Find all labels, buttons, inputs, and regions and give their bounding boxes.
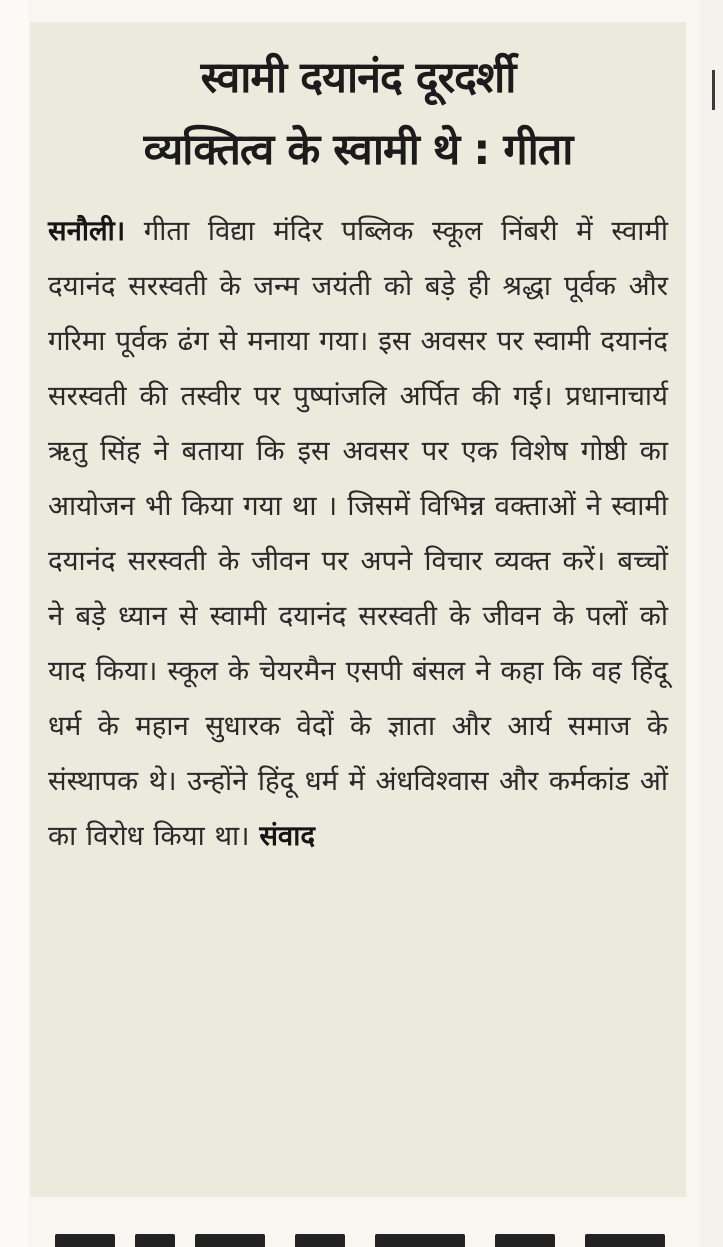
article-byline: संवाद [259, 820, 315, 852]
right-page-edge [700, 0, 723, 1247]
next-article-cropped-text [55, 1222, 685, 1247]
article-headline [48, 42, 668, 186]
left-page-margin [0, 0, 28, 1247]
news-article [30, 22, 686, 1197]
cropped-glyph [495, 1234, 555, 1247]
article-dateline: सनौली। [48, 215, 126, 247]
cropped-glyph [295, 1234, 345, 1247]
cropped-glyph [135, 1234, 175, 1247]
cropped-glyph [195, 1234, 265, 1247]
adjacent-column-text-fragment [712, 70, 715, 110]
cropped-glyph [375, 1234, 465, 1247]
headline-line-1: स्वामी दयानंद दूरदर्शी [200, 53, 516, 103]
article-body-text: गीता विद्या मंदिर पब्लिक स्कूल निंबरी में स्वामी दयानंद सरस्वती के जन्म जयंती को बड़े ही श्रद्धा पूर्वक और गरिमा पूर्वक ढंग से मनाया गया। इस अवसर पर स्वामी दयानंद सरस्वती की तस्वीर पर पुष्पांजलि अर्पित की गई। प्रधानाचार्य ऋतु सिंह ने बताया कि इस अवसर पर एक विशेष गोष्ठी का आयोजन भी किया गया था । जिसमें विभिन्न वक्ताओं ने स्वामी दयानंद सरस्वती के जीवन पर अपने विचार व्यक्त करें। बच्चों ने बड़े ध्यान से स्वामी दयानंद सरस्वती के जीवन के पलों को याद किया। स्कूल के चेयरमैन एसपी बंसल ने कहा कि वह हिंदू धर्म के महान सुधारक वेदों के ज्ञाता और आर्य समाज के संस्थापक थे। उन्होंने हिंदू धर्म में अंधविश्वास और कर्मकांड ओं का विरोध किया था। [48, 215, 668, 852]
article-body [48, 204, 668, 864]
cropped-glyph [585, 1234, 665, 1247]
headline-line-2: व्यक्तित्व के स्वामी थे : गीता [143, 125, 573, 175]
cropped-glyph [55, 1234, 115, 1247]
